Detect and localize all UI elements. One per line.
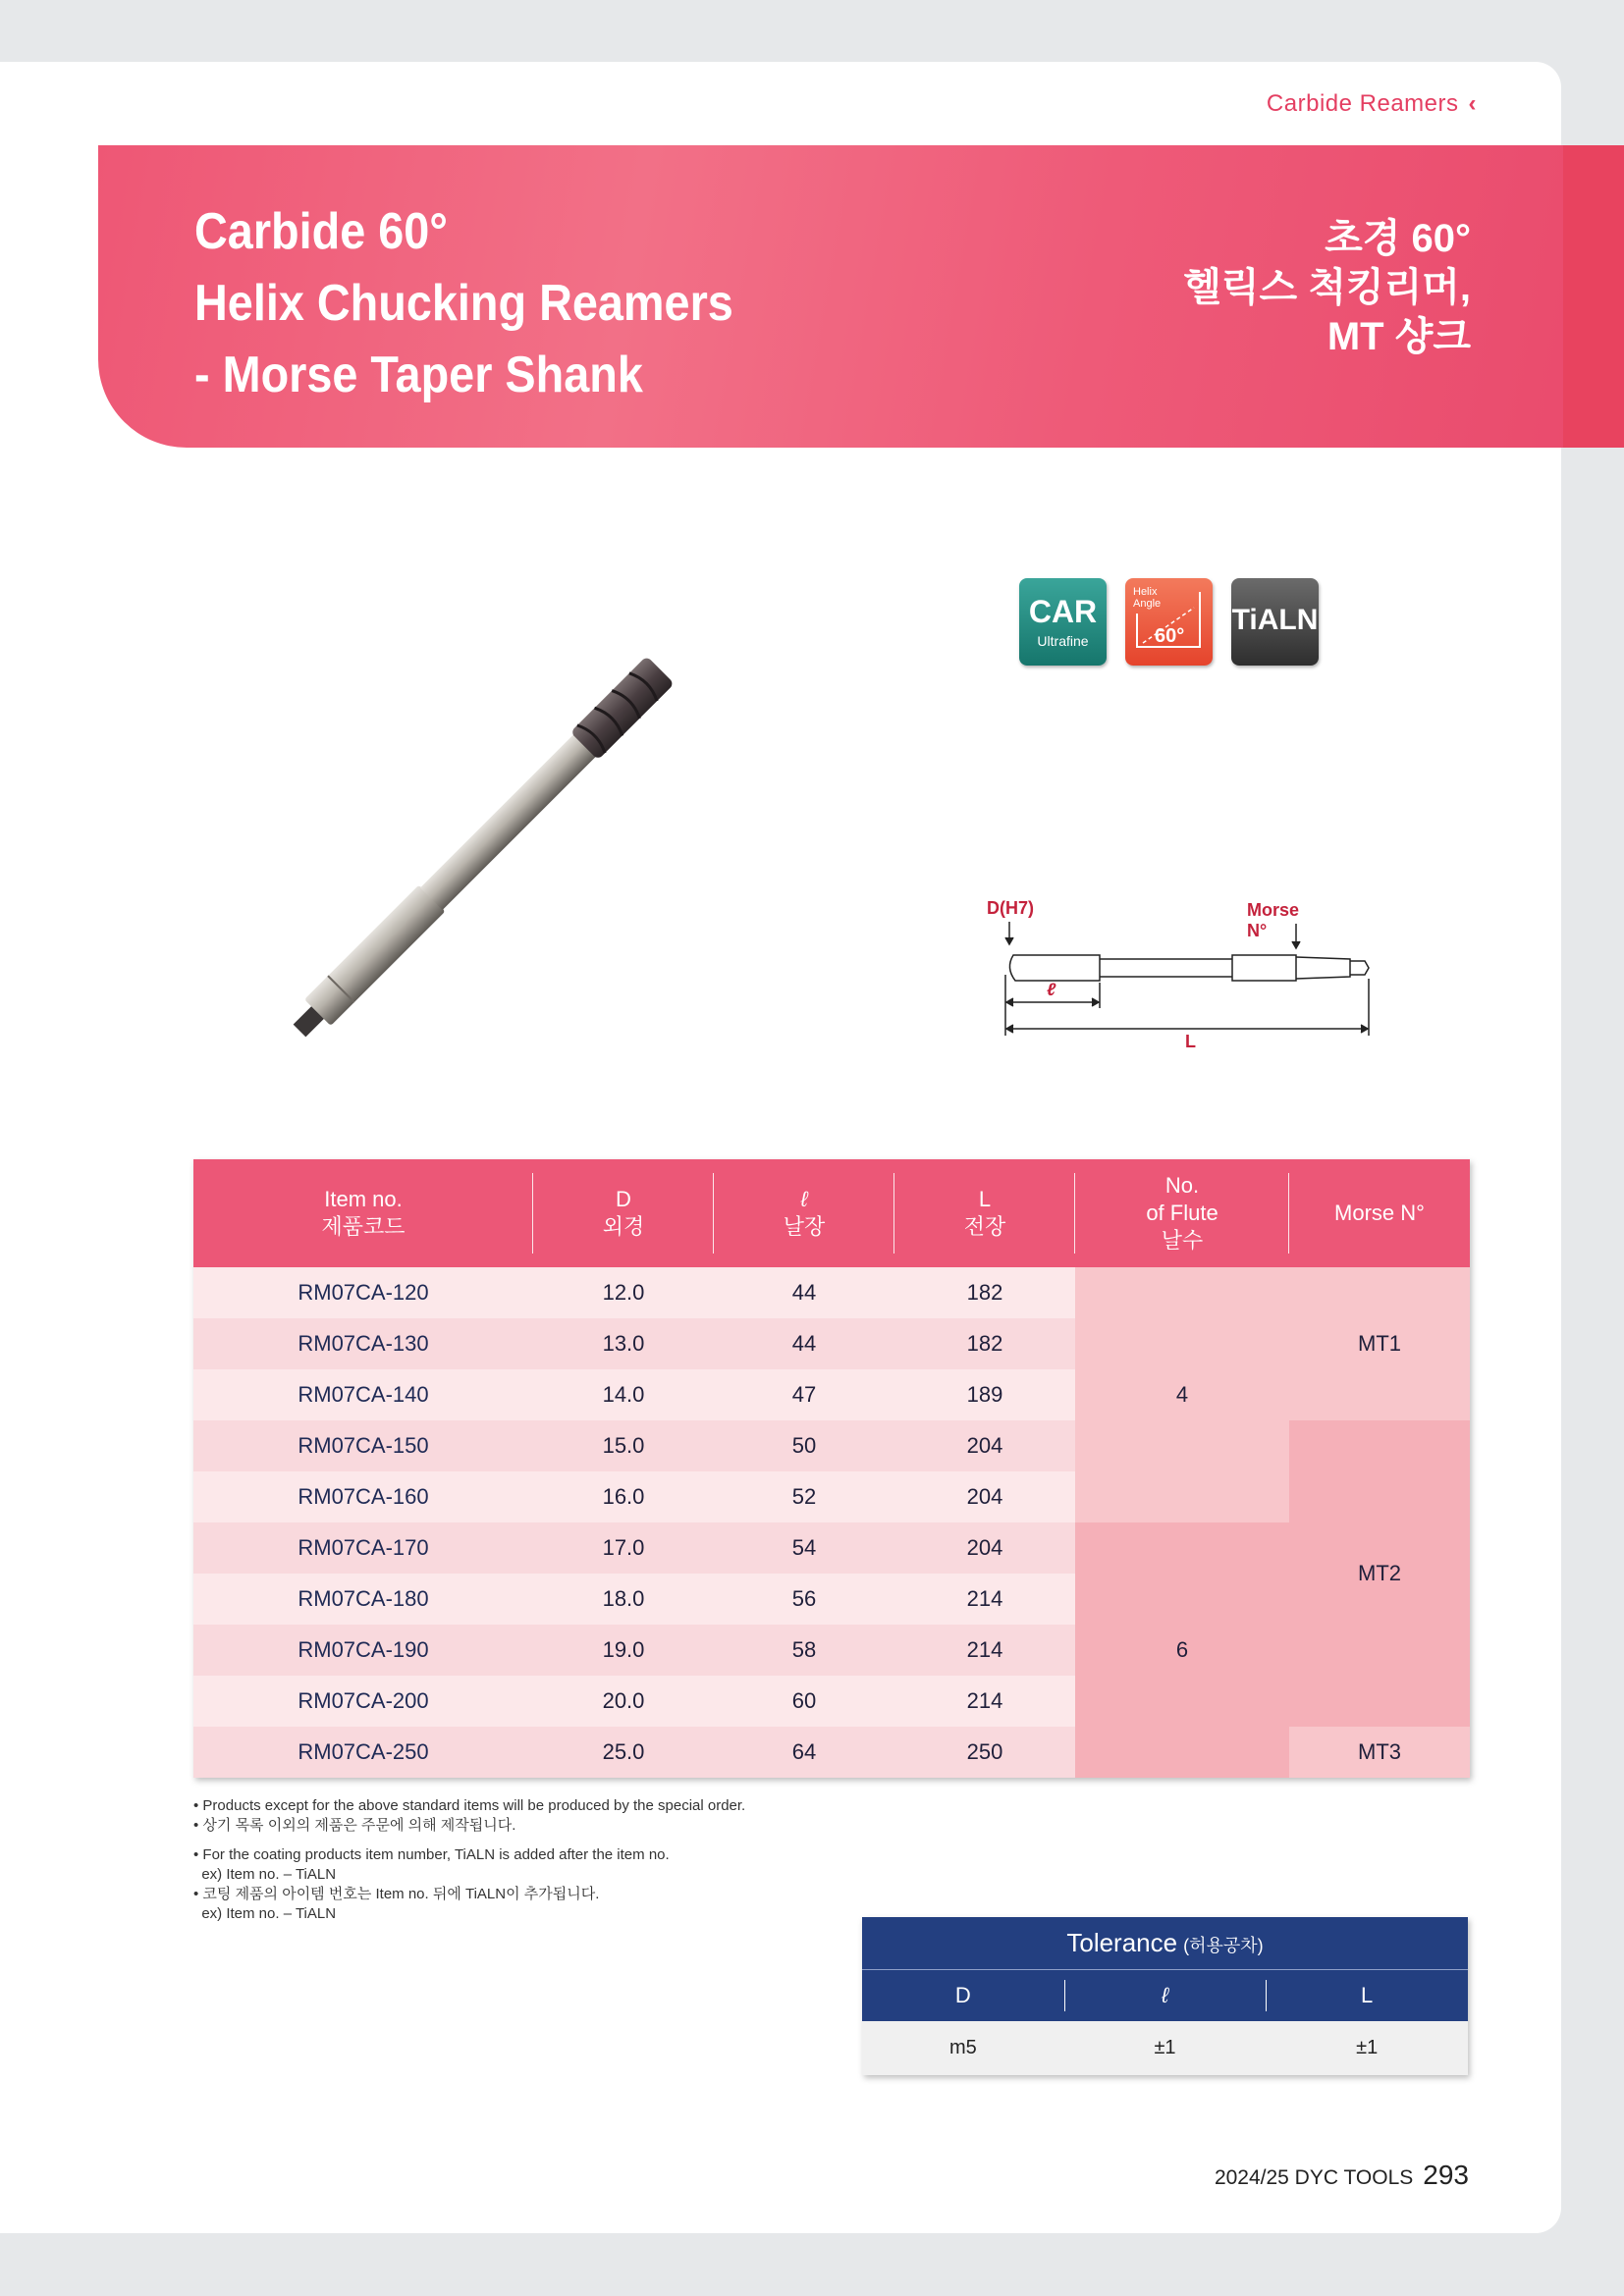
- flute-length: 50: [714, 1420, 894, 1471]
- total-length: 189: [894, 1369, 1075, 1420]
- item-code: RM07CA-250: [193, 1727, 533, 1778]
- item-code: RM07CA-140: [193, 1369, 533, 1420]
- page-number: 293: [1423, 2160, 1469, 2190]
- item-code: RM07CA-190: [193, 1625, 533, 1676]
- diameter: 18.0: [533, 1574, 714, 1625]
- tolerance-col-l-small: ℓ: [1064, 1970, 1267, 2021]
- total-length: 182: [894, 1318, 1075, 1369]
- total-length: 182: [894, 1267, 1075, 1318]
- col-diameter-ko: 외경: [602, 1214, 645, 1239]
- col-item-no-en: Item no.: [324, 1187, 403, 1211]
- helix-angle-label: [1133, 586, 1161, 610]
- total-length: 204: [894, 1420, 1075, 1471]
- flute-length: 44: [714, 1318, 894, 1369]
- banner-ribbon: [1563, 145, 1624, 448]
- flute-length: 52: [714, 1471, 894, 1522]
- flute-length-label: ℓ: [1047, 980, 1056, 999]
- flute-length: 47: [714, 1369, 894, 1420]
- flute-length: 56: [714, 1574, 894, 1625]
- helix-line-1: Helix: [1133, 586, 1158, 598]
- helix-angle-badge: [1125, 578, 1213, 666]
- note-line: • 상기 목록 이외의 제품은 주문에 의해 제작됩니다.: [193, 1817, 516, 1834]
- col-flute-length: [714, 1159, 894, 1267]
- col-morse-en: Morse N°: [1334, 1201, 1425, 1225]
- col-total-length-en: L: [978, 1187, 992, 1211]
- col-total-length: [894, 1159, 1075, 1267]
- item-code: RM07CA-150: [193, 1420, 533, 1471]
- helix-angle-value: 60°: [1155, 625, 1185, 647]
- total-length: 214: [894, 1625, 1075, 1676]
- section-tag: [1267, 90, 1477, 118]
- morse-taper: MT3: [1289, 1727, 1470, 1778]
- col-item-no-ko: 제품코드: [321, 1214, 406, 1239]
- diameter: 25.0: [533, 1727, 714, 1778]
- badge-car-sub: Ultrafine: [1037, 633, 1089, 649]
- flute-length: 58: [714, 1625, 894, 1676]
- item-code: RM07CA-170: [193, 1522, 533, 1574]
- item-code: RM07CA-160: [193, 1471, 533, 1522]
- total-length: 214: [894, 1574, 1075, 1625]
- title-english: [194, 196, 733, 411]
- table-row: [193, 1522, 1470, 1574]
- morse-taper: MT1: [1289, 1267, 1470, 1420]
- col-no-of-flute: [1075, 1159, 1289, 1267]
- tolerance-header-row: [862, 1970, 1468, 2021]
- morse-label: Morse N°: [1247, 900, 1300, 940]
- morse-taper: MT2: [1289, 1420, 1470, 1727]
- col-diameter: [533, 1159, 714, 1267]
- tialn-coating-badge: [1231, 578, 1319, 666]
- diameter: 19.0: [533, 1625, 714, 1676]
- specification-table: [193, 1159, 1470, 1778]
- col-diameter-en: D: [616, 1187, 631, 1211]
- reamer-product-photo: [275, 628, 785, 1060]
- tolerance-l-small-value: ±1: [1154, 2037, 1176, 2058]
- item-code: RM07CA-200: [193, 1676, 533, 1727]
- col-flute-length-en: ℓ: [800, 1187, 808, 1211]
- diameter: 16.0: [533, 1471, 714, 1522]
- total-length: 214: [894, 1676, 1075, 1727]
- section-tag-label: Carbide Reamers: [1266, 90, 1459, 117]
- chevron-left-icon: ‹: [1468, 90, 1477, 117]
- diameter-label: D(H7): [987, 898, 1034, 918]
- col-flute-length-ko: 날장: [783, 1214, 826, 1239]
- flute-length: 54: [714, 1522, 894, 1574]
- carbide-ultrafine-badge: [1019, 578, 1107, 666]
- flute-length: 44: [714, 1267, 894, 1318]
- note-line: ex) Item no. – TiALN: [193, 1905, 337, 1922]
- tolerance-title-ko: (허용공차): [1183, 1936, 1264, 1955]
- title-ko-line-2: 헬릭스 척킹리머,: [1183, 266, 1471, 309]
- flute-length: 64: [714, 1727, 894, 1778]
- tolerance-col-d: D: [954, 1983, 971, 2007]
- diameter: 20.0: [533, 1676, 714, 1727]
- title-banner: [98, 145, 1624, 448]
- page-footer: [1215, 2160, 1469, 2191]
- table-row: [193, 1267, 1470, 1318]
- title-en-line-2: Helix Chucking Reamers: [194, 275, 733, 332]
- col-total-length-ko: 전장: [963, 1214, 1006, 1239]
- title-en-line-1: Carbide 60°: [194, 203, 449, 260]
- badge-car-main: CAR: [1028, 594, 1098, 629]
- title-korean: [1183, 214, 1471, 361]
- col-item-no: [193, 1159, 533, 1267]
- table-header-row: [193, 1159, 1470, 1267]
- notes: [193, 1796, 745, 1924]
- helix-line-2: Angle: [1133, 598, 1162, 610]
- feature-badges: [1019, 578, 1319, 666]
- title-ko-line-1: 초경 60°: [1325, 217, 1471, 260]
- flute-count: 6: [1075, 1522, 1289, 1778]
- diameter: 14.0: [533, 1369, 714, 1420]
- item-code: RM07CA-130: [193, 1318, 533, 1369]
- tolerance-l-value: ±1: [1356, 2037, 1379, 2058]
- tolerance-title-en: Tolerance: [1066, 1928, 1178, 1957]
- total-length: 250: [894, 1727, 1075, 1778]
- item-code: RM07CA-180: [193, 1574, 533, 1625]
- col-morse-no: [1289, 1159, 1470, 1267]
- diameter: 12.0: [533, 1267, 714, 1318]
- col-flute-ko: 날수: [1161, 1228, 1204, 1253]
- col-flute-en2: of Flute: [1146, 1201, 1218, 1225]
- catalog-edition: 2024/25 DYC TOOLS: [1214, 2166, 1414, 2189]
- item-code: RM07CA-120: [193, 1267, 533, 1318]
- tolerance-col-l: L: [1266, 1970, 1468, 2021]
- flute-count: 4: [1075, 1267, 1289, 1522]
- tolerance-value-row: [862, 2021, 1468, 2075]
- tolerance-d-value: m5: [948, 2037, 977, 2058]
- tolerance-table: [862, 1917, 1468, 2075]
- tolerance-title: [862, 1917, 1468, 1970]
- title-ko-line-3: MT 샹크: [1326, 315, 1471, 358]
- title-en-line-3: - Morse Taper Shank: [194, 347, 643, 403]
- note-line: • Products except for the above standard items will be produced by the special order.: [193, 1797, 746, 1814]
- note-line: ex) Item no. – TiALN: [193, 1866, 337, 1883]
- note-line: • 코팅 제품의 아이템 번호는 Item no. 뒤에 TiALN이 추가됩니다.: [193, 1886, 600, 1902]
- diameter: 17.0: [533, 1522, 714, 1574]
- flute-length: 60: [714, 1676, 894, 1727]
- diameter: 13.0: [533, 1318, 714, 1369]
- reamer-dimension-drawing: [992, 898, 1404, 1055]
- diameter: 15.0: [533, 1420, 714, 1471]
- total-length-label: L: [1185, 1032, 1196, 1051]
- note-line: • For the coating products item number, TiALN is added after the item no.: [193, 1846, 670, 1863]
- col-flute-en1: No.: [1164, 1173, 1200, 1198]
- badge-tialn-main: TiALN: [1231, 604, 1319, 636]
- total-length: 204: [894, 1522, 1075, 1574]
- total-length: 204: [894, 1471, 1075, 1522]
